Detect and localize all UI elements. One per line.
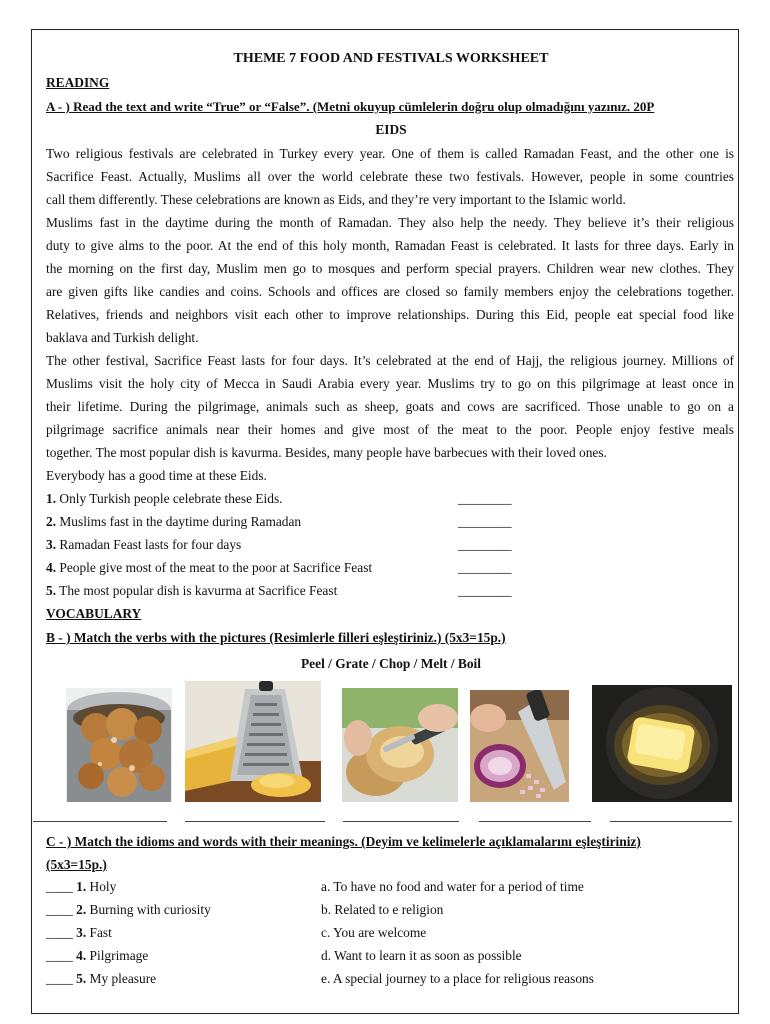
question-2 [46, 514, 301, 530]
question-text: Ramadan Feast lasts for four days [56, 537, 242, 552]
idiom-number: 3. [76, 925, 87, 940]
idiom-word: Fast [86, 925, 112, 940]
idiom-number: 1. [76, 879, 87, 894]
question-4 [46, 560, 372, 576]
section-a-instruction: A - ) Read the text and write “True” or “False”. (Metni okuyup cümlelerin doğru olup olmadığını yazınız. 20P [46, 99, 655, 114]
idiom-4 [46, 948, 148, 964]
question-text: Only Turkish people celebrate these Eids. [56, 491, 283, 506]
answer-blank-1[interactable]: ________ [458, 491, 512, 506]
picture-answer-line-2[interactable] [185, 821, 325, 822]
text-line: are given gifts like candies and coins. Schools and offices are closed so family members enjoy the celebrations together. [46, 284, 734, 299]
answer-blank-2[interactable]: ________ [458, 514, 512, 529]
melting-butter-picture [592, 685, 732, 802]
question-number: 1. [46, 491, 57, 506]
question-text: People give most of the meat to the poor at Sacrifice Feast [56, 560, 373, 575]
section-c-instruction: C - ) Match the idioms and words with their meanings. (Deyim ve kelimelerle açıklamalarını eşleştiriniz) [46, 834, 641, 849]
reading-heading: READING [46, 75, 110, 90]
idiom-word: My pleasure [86, 971, 157, 986]
question-text: Muslims fast in the daytime during Ramadan [56, 514, 302, 529]
idiom-blank[interactable]: ____ [46, 971, 73, 986]
picture-answer-line-3[interactable] [343, 821, 459, 822]
text-title: EIDS [375, 122, 407, 137]
idiom-word: Pilgrimage [86, 948, 149, 963]
question-text: The most popular dish is kavurma at Sacrifice Feast [56, 583, 338, 598]
idiom-5 [46, 971, 156, 987]
text-line: together. The most popular dish is kavurma. Besides, many people have barbecues with their loved ones. [46, 445, 607, 460]
section-b-instruction: B - ) Match the verbs with the pictures (Resimlerle filleri eşleştiriniz.) (5x3=15p.) [46, 630, 506, 645]
idiom-number: 4. [76, 948, 87, 963]
question-1 [46, 491, 283, 507]
idiom-blank[interactable]: ____ [46, 925, 73, 940]
idiom-3 [46, 925, 112, 941]
meaning-c: c. You are welcome [321, 925, 427, 940]
answer-blank-5[interactable]: ________ [458, 583, 512, 598]
text-line: The other festival, Sacrifice Feast lasts for four days. It’s celebrated at the end of Hajj, the religious journey. Millions of [46, 353, 734, 368]
idiom-number: 2. [76, 902, 87, 917]
text-line: Muslims fast in the daytime during the month of Ramadan. They also help the needy. They believe it’s their religious [46, 215, 734, 230]
verb-list: Peel / Grate / Chop / Melt / Boil [301, 656, 481, 671]
idiom-1 [46, 879, 116, 895]
vocabulary-heading: VOCABULARY [46, 606, 142, 621]
idiom-blank[interactable]: ____ [46, 902, 73, 917]
meaning-b: b. Related to e religion [321, 902, 444, 917]
picture-answer-line-1[interactable] [33, 821, 167, 822]
idiom-blank[interactable]: ____ [46, 948, 73, 963]
text-line: Two religious festivals are celebrated in Turkey every year. One of them is called Ramadan Feast, and the other one is [46, 146, 734, 161]
meaning-a: a. To have no food and water for a period of time [321, 879, 584, 894]
idiom-blank[interactable]: ____ [46, 879, 73, 894]
idiom-word: Burning with curiosity [86, 902, 211, 917]
text-line: baklava and Turkish delight. [46, 330, 199, 345]
meaning-d: d. Want to learn it as soon as possible [321, 948, 522, 963]
text-line: duty to give alms to the poor. At the end of this holy month, Ramadan Feast is celebrated. It lasts for three days. Early in [46, 238, 734, 253]
question-number: 5. [46, 583, 57, 598]
question-number: 2. [46, 514, 57, 529]
text-line: Muslims visit the holy city of Mecca in Saudi Arabia every year. Muslims try to go on this pilgrimage at least once in [46, 376, 734, 391]
question-5 [46, 583, 337, 599]
page-title: THEME 7 FOOD AND FESTIVALS WORKSHEET [233, 51, 549, 66]
text-line: pilgrimage sacrifice animals near their homes and give most of the meat to the poor. People enjoy festive meals [46, 422, 734, 437]
question-number: 4. [46, 560, 57, 575]
text-line: Everybody has a good time at these Eids. [46, 468, 267, 483]
picture-answer-line-5[interactable] [610, 821, 732, 822]
boiling-pot-picture [66, 688, 172, 802]
idiom-word: Holy [86, 879, 117, 894]
text-line: call them differently. These celebrations are known as Eids, and they’re very important to the Islamic world. [46, 192, 626, 207]
idiom-number: 5. [76, 971, 87, 986]
text-line: Sacrifice Feast. Actually, Muslims all over the world celebrate these two festivals. However, people in some countries [46, 169, 734, 184]
picture-answer-line-4[interactable] [479, 821, 591, 822]
question-3 [46, 537, 241, 553]
answer-blank-3[interactable]: ________ [458, 537, 512, 552]
peeling-potato-picture [342, 688, 458, 802]
text-line: their lifetime. During the pilgrimage, animals such as sheep, goats and cows are sacrificed. Those unable to go on a [46, 399, 734, 414]
question-number: 3. [46, 537, 57, 552]
cheese-grater-picture [185, 681, 321, 802]
chopping-onion-picture [470, 690, 569, 802]
text-line: Relatives, friends and neighbors visit each other to improve relationships. During this Eid, people eat special food like [46, 307, 734, 322]
text-line: the morning on the first day, Muslim men go to mosques and perform special prayers. Children wear new clothes. They [46, 261, 734, 276]
answer-blank-4[interactable]: ________ [458, 560, 512, 575]
section-c-points: (5x3=15p.) [46, 857, 107, 872]
meaning-e: e. A special journey to a place for religious reasons [321, 971, 594, 986]
idiom-2 [46, 902, 211, 918]
